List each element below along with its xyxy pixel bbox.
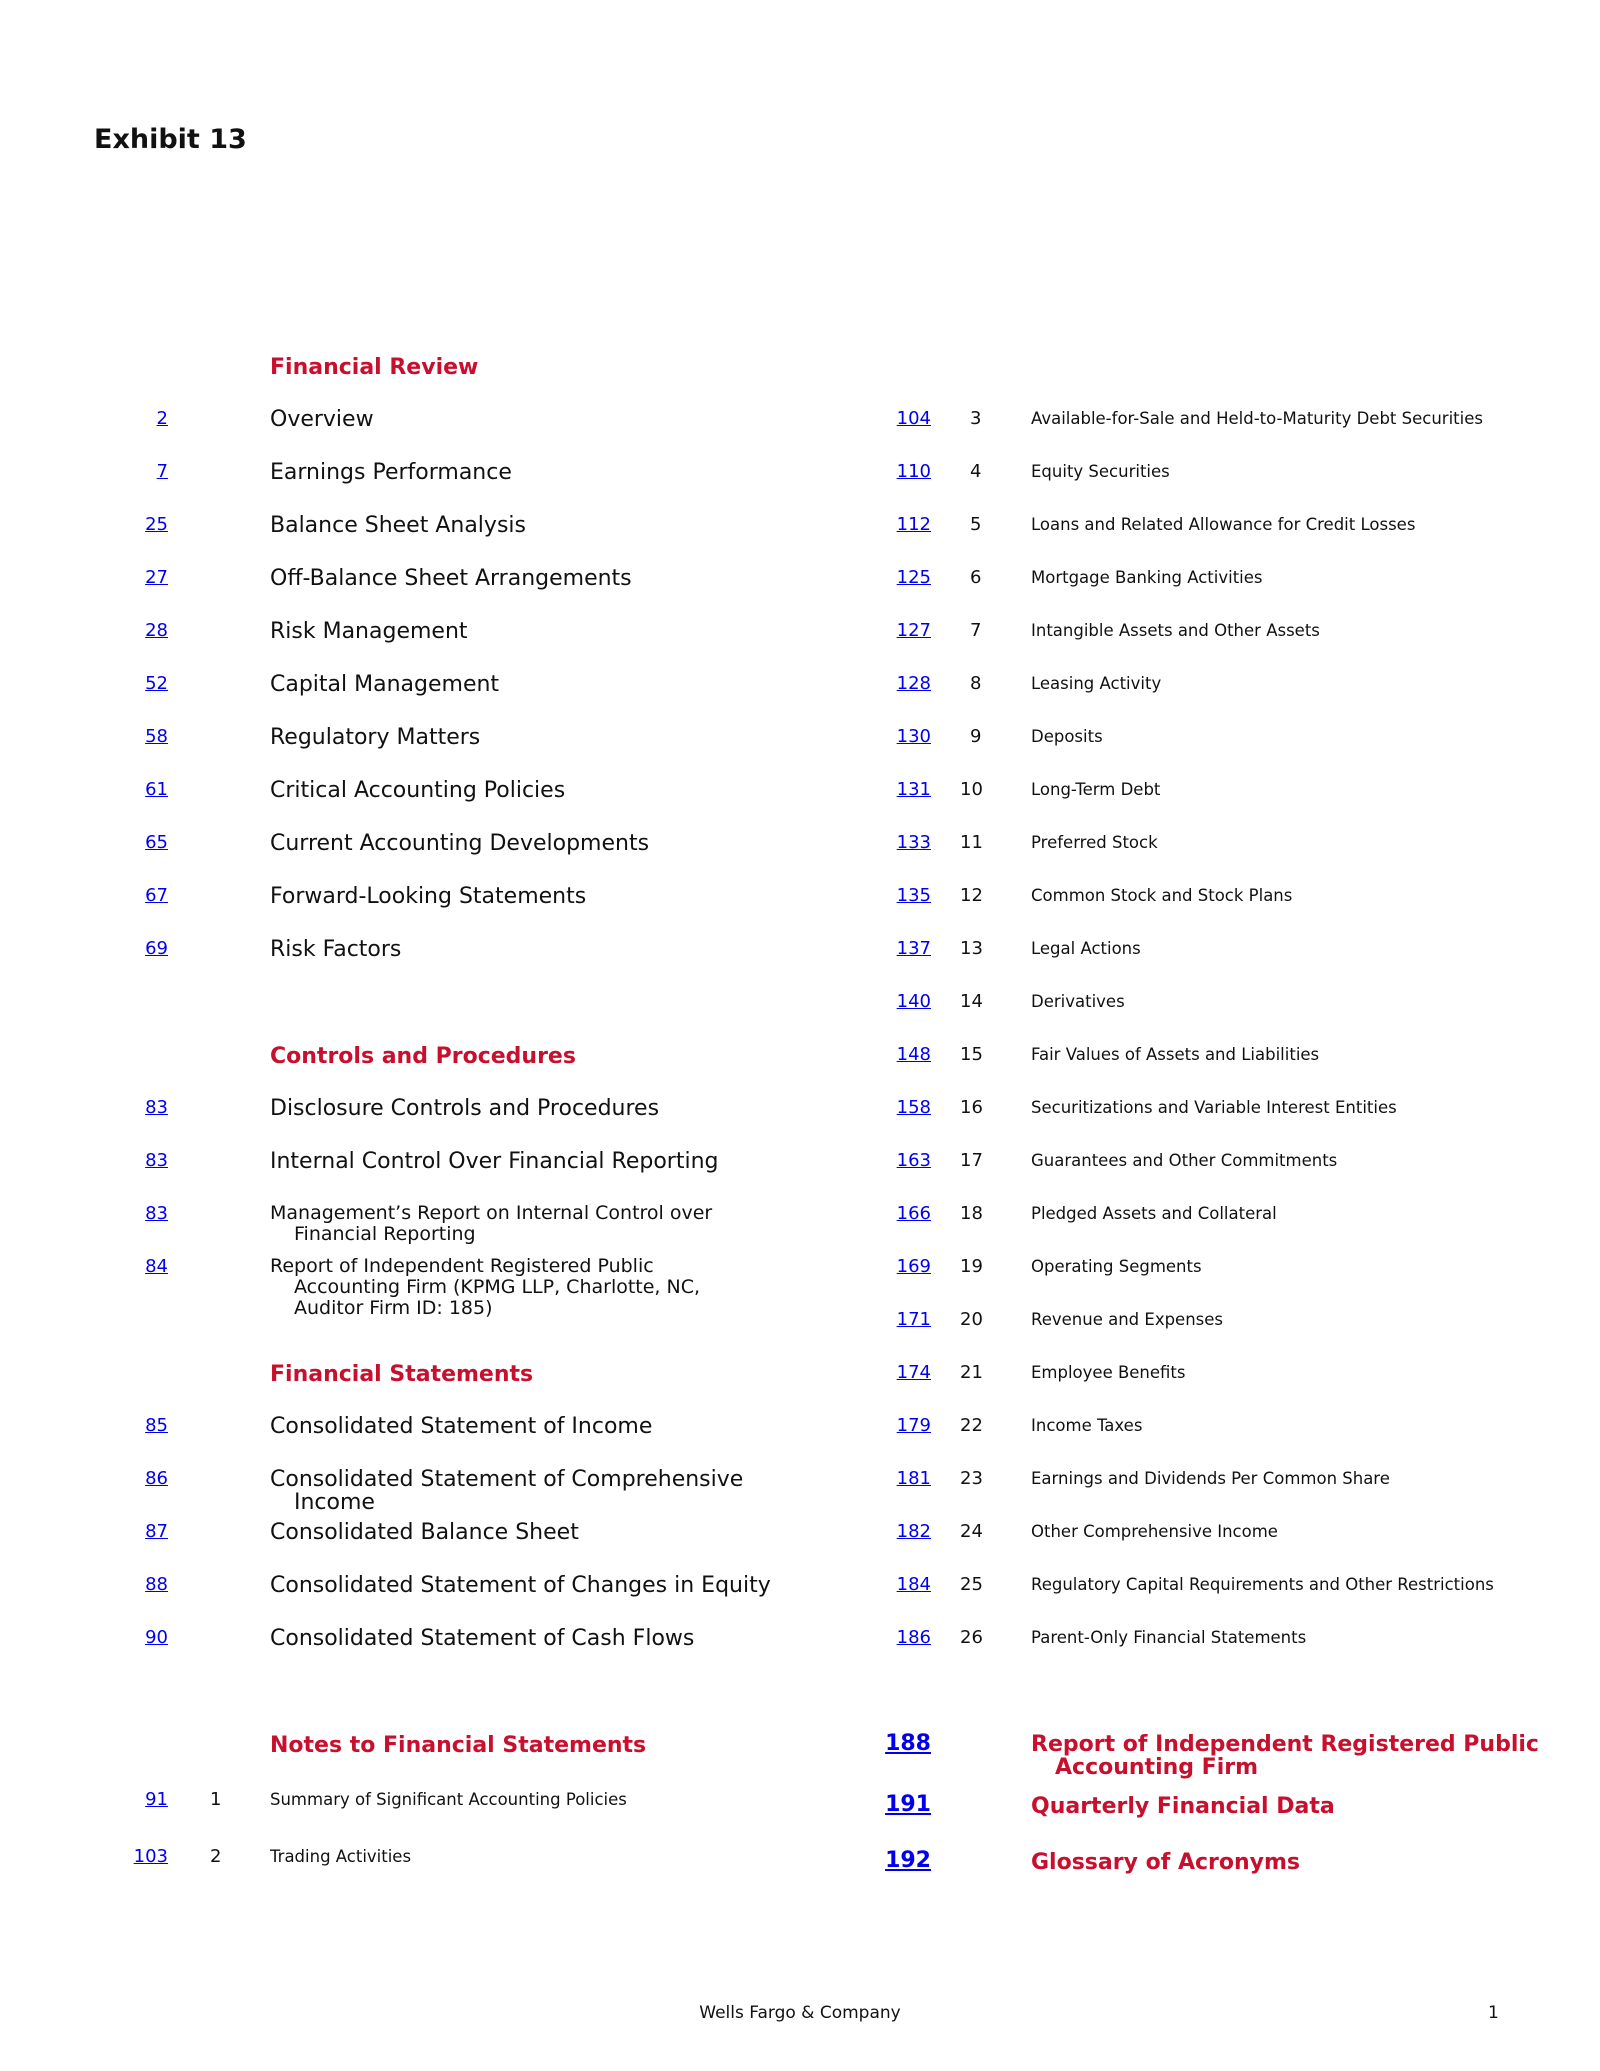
- toc-page-link[interactable]: 103: [133, 1846, 168, 1867]
- toc-entry-note: Preferred Stock: [1031, 833, 1158, 852]
- toc-page-link[interactable]: 163: [896, 1150, 931, 1171]
- toc-entry-note: Regulatory Capital Requirements and Other Restrictions: [1031, 1575, 1494, 1594]
- toc-entry-risk-factors: Risk Factors: [270, 937, 402, 962]
- toc-entry-glossary: Glossary of Acronyms: [1031, 1850, 1300, 1875]
- toc-page-link[interactable]: 166: [896, 1203, 931, 1224]
- toc-entry-kpmg-report: [270, 1256, 700, 1319]
- section-heading-financial-statements: Financial Statements: [270, 1362, 534, 1387]
- toc-entry-note: Common Stock and Stock Plans: [1031, 886, 1293, 905]
- toc-page-link[interactable]: 135: [896, 885, 931, 906]
- note-number: 11: [960, 832, 983, 853]
- toc-page-link[interactable]: 83: [145, 1097, 168, 1118]
- toc-entry-line: Management’s Report on Internal Control over: [270, 1202, 713, 1224]
- toc-entry-statement-of-income: Consolidated Statement of Income: [270, 1414, 653, 1439]
- toc-page-link[interactable]: 67: [145, 885, 168, 906]
- toc-entry-forward-looking: Forward-Looking Statements: [270, 884, 587, 909]
- toc-page-link[interactable]: 91: [145, 1789, 168, 1810]
- toc-entry-note: Loans and Related Allowance for Credit Losses: [1031, 515, 1416, 534]
- note-number: 20: [960, 1309, 983, 1330]
- toc-entry-line: Accounting Firm: [1055, 1755, 1259, 1780]
- toc-page-link[interactable]: 191: [885, 1792, 931, 1817]
- note-number: 18: [960, 1203, 983, 1224]
- toc-page-link[interactable]: 110: [896, 461, 931, 482]
- toc-entry-line: Income: [294, 1490, 375, 1515]
- toc-entry-note: Deposits: [1031, 727, 1103, 746]
- toc-entry-note: Equity Securities: [1031, 462, 1170, 481]
- toc-page-link[interactable]: 112: [896, 514, 931, 535]
- toc-entry-internal-control: Internal Control Over Financial Reporting: [270, 1149, 719, 1174]
- toc-page-link[interactable]: 58: [145, 726, 168, 747]
- note-number: 2: [210, 1846, 222, 1867]
- toc-entry-note: Other Comprehensive Income: [1031, 1522, 1278, 1541]
- toc-page-link[interactable]: 184: [896, 1574, 931, 1595]
- note-number: 3: [970, 408, 982, 429]
- note-number: 16: [960, 1097, 983, 1118]
- note-number: 14: [960, 991, 983, 1012]
- toc-page-link[interactable]: 104: [896, 408, 931, 429]
- toc-entry-note: Fair Values of Assets and Liabilities: [1031, 1045, 1320, 1064]
- toc-entry-note: Securitizations and Variable Interest Entities: [1031, 1098, 1397, 1117]
- toc-page-link[interactable]: 131: [896, 779, 931, 800]
- toc-entry-regulatory-matters: Regulatory Matters: [270, 725, 481, 750]
- toc-entry-capital-management: Capital Management: [270, 672, 500, 697]
- toc-page-link[interactable]: 127: [896, 620, 931, 641]
- toc-page-link[interactable]: 171: [896, 1309, 931, 1330]
- toc-entry-line: Accounting Firm (KPMG LLP, Charlotte, NC,: [294, 1276, 701, 1298]
- toc-page-link[interactable]: 2: [156, 408, 168, 429]
- toc-entry-line: Report of Independent Registered Public: [1031, 1732, 1539, 1757]
- note-number: 15: [960, 1044, 983, 1065]
- toc-entry-overview: Overview: [270, 407, 374, 432]
- section-heading-notes: Notes to Financial Statements: [270, 1733, 647, 1758]
- toc-entry-line: Consolidated Statement of Comprehensive: [270, 1467, 744, 1492]
- toc-page-link[interactable]: 128: [896, 673, 931, 694]
- note-number: 9: [970, 726, 982, 747]
- toc-page-link[interactable]: 133: [896, 832, 931, 853]
- toc-page-link[interactable]: 52: [145, 673, 168, 694]
- note-number: 19: [960, 1256, 983, 1277]
- toc-page-link[interactable]: 87: [145, 1521, 168, 1542]
- note-number: 13: [960, 938, 983, 959]
- toc-page-link[interactable]: 181: [896, 1468, 931, 1489]
- toc-entry-note: Employee Benefits: [1031, 1363, 1186, 1382]
- note-number: 1: [210, 1789, 222, 1810]
- note-number: 6: [970, 567, 982, 588]
- toc-page-link[interactable]: 140: [896, 991, 931, 1012]
- toc-page-link[interactable]: 158: [896, 1097, 931, 1118]
- toc-page-link[interactable]: 137: [896, 938, 931, 959]
- note-number: 4: [970, 461, 982, 482]
- toc-page-link[interactable]: 182: [896, 1521, 931, 1542]
- toc-entry-note: Guarantees and Other Commitments: [1031, 1151, 1338, 1170]
- toc-entry-line: Financial Reporting: [294, 1223, 476, 1245]
- toc-page-link[interactable]: 188: [885, 1731, 931, 1756]
- toc-entry-note: Available-for-Sale and Held-to-Maturity Debt Securities: [1031, 409, 1483, 428]
- exhibit-title: Exhibit 13: [94, 124, 247, 155]
- note-number: 17: [960, 1150, 983, 1171]
- toc-entry-current-accounting: Current Accounting Developments: [270, 831, 650, 856]
- note-number: 21: [960, 1362, 983, 1383]
- toc-entry-note: Leasing Activity: [1031, 674, 1162, 693]
- section-heading-financial-review: Financial Review: [270, 355, 479, 380]
- toc-entry-changes-in-equity: Consolidated Statement of Changes in Equity: [270, 1573, 771, 1598]
- toc-page-link[interactable]: 86: [145, 1468, 168, 1489]
- toc-entry-balance-sheet: Consolidated Balance Sheet: [270, 1520, 579, 1545]
- toc-page-link[interactable]: 83: [145, 1203, 168, 1224]
- toc-page-link[interactable]: 179: [896, 1415, 931, 1436]
- toc-entry-note: Parent-Only Financial Statements: [1031, 1628, 1307, 1647]
- toc-page-link[interactable]: 25: [145, 514, 168, 535]
- toc-entry-quarterly-data: Quarterly Financial Data: [1031, 1794, 1335, 1819]
- toc-page-link[interactable]: 69: [145, 938, 168, 959]
- toc-entry-off-balance-sheet: Off-Balance Sheet Arrangements: [270, 566, 632, 591]
- toc-entry-note: Income Taxes: [1031, 1416, 1143, 1435]
- toc-page-link[interactable]: 186: [896, 1627, 931, 1648]
- toc-page-link[interactable]: 28: [145, 620, 168, 641]
- note-number: 22: [960, 1415, 983, 1436]
- note-number: 12: [960, 885, 983, 906]
- note-number: 25: [960, 1574, 983, 1595]
- toc-page-link[interactable]: 27: [145, 567, 168, 588]
- toc-page-link[interactable]: 84: [145, 1256, 168, 1277]
- toc-entry-cash-flows: Consolidated Statement of Cash Flows: [270, 1626, 695, 1651]
- toc-entry-line: Report of Independent Registered Public: [270, 1255, 654, 1277]
- toc-entry-balance-sheet-analysis: Balance Sheet Analysis: [270, 513, 526, 538]
- toc-page-link[interactable]: 174: [896, 1362, 931, 1383]
- toc-entry-risk-management: Risk Management: [270, 619, 468, 644]
- toc-page-link[interactable]: 61: [145, 779, 168, 800]
- note-number: 26: [960, 1627, 983, 1648]
- toc-page-link[interactable]: 148: [896, 1044, 931, 1065]
- toc-page-link[interactable]: 65: [145, 832, 168, 853]
- toc-page-link[interactable]: 192: [885, 1848, 931, 1873]
- toc-entry-critical-accounting: Critical Accounting Policies: [270, 778, 566, 803]
- note-number: 24: [960, 1521, 983, 1542]
- toc-page-link[interactable]: 88: [145, 1574, 168, 1595]
- toc-entry-earnings-performance: Earnings Performance: [270, 460, 512, 485]
- toc-entry-note: Intangible Assets and Other Assets: [1031, 621, 1320, 640]
- toc-entry-line: Auditor Firm ID: 185): [294, 1297, 493, 1319]
- note-number: 7: [970, 620, 982, 641]
- toc-entry-note: Long-Term Debt: [1031, 780, 1161, 799]
- toc-entry-auditor-report: [1031, 1733, 1539, 1779]
- toc-page-link[interactable]: 85: [145, 1415, 168, 1436]
- toc-page-link[interactable]: 90: [145, 1627, 168, 1648]
- footer-company: Wells Fargo & Company: [699, 2003, 901, 2023]
- toc-page-link[interactable]: 7: [156, 461, 168, 482]
- toc-entry-management-report: [270, 1203, 712, 1245]
- section-heading-controls: Controls and Procedures: [270, 1044, 576, 1069]
- toc-entry-note: Legal Actions: [1031, 939, 1141, 958]
- toc-page-link[interactable]: 169: [896, 1256, 931, 1277]
- toc-entry-note: Summary of Significant Accounting Policies: [270, 1790, 627, 1809]
- note-number: 8: [970, 673, 982, 694]
- toc-entry-note: Revenue and Expenses: [1031, 1310, 1224, 1329]
- toc-entry-note: Operating Segments: [1031, 1257, 1202, 1276]
- note-number: 23: [960, 1468, 983, 1489]
- toc-entry-comprehensive-income: [270, 1468, 743, 1514]
- toc-entry-disclosure-controls: Disclosure Controls and Procedures: [270, 1096, 660, 1121]
- toc-entry-note: Earnings and Dividends Per Common Share: [1031, 1469, 1390, 1488]
- toc-page-link[interactable]: 83: [145, 1150, 168, 1171]
- toc-entry-note: Mortgage Banking Activities: [1031, 568, 1263, 587]
- toc-page-link[interactable]: 130: [896, 726, 931, 747]
- toc-entry-note: Derivatives: [1031, 992, 1125, 1011]
- footer-page-number: 1: [1488, 2003, 1499, 2023]
- toc-page-link[interactable]: 125: [896, 567, 931, 588]
- note-number: 10: [960, 779, 983, 800]
- toc-entry-note: Trading Activities: [270, 1847, 412, 1866]
- toc-entry-note: Pledged Assets and Collateral: [1031, 1204, 1277, 1223]
- note-number: 5: [970, 514, 982, 535]
